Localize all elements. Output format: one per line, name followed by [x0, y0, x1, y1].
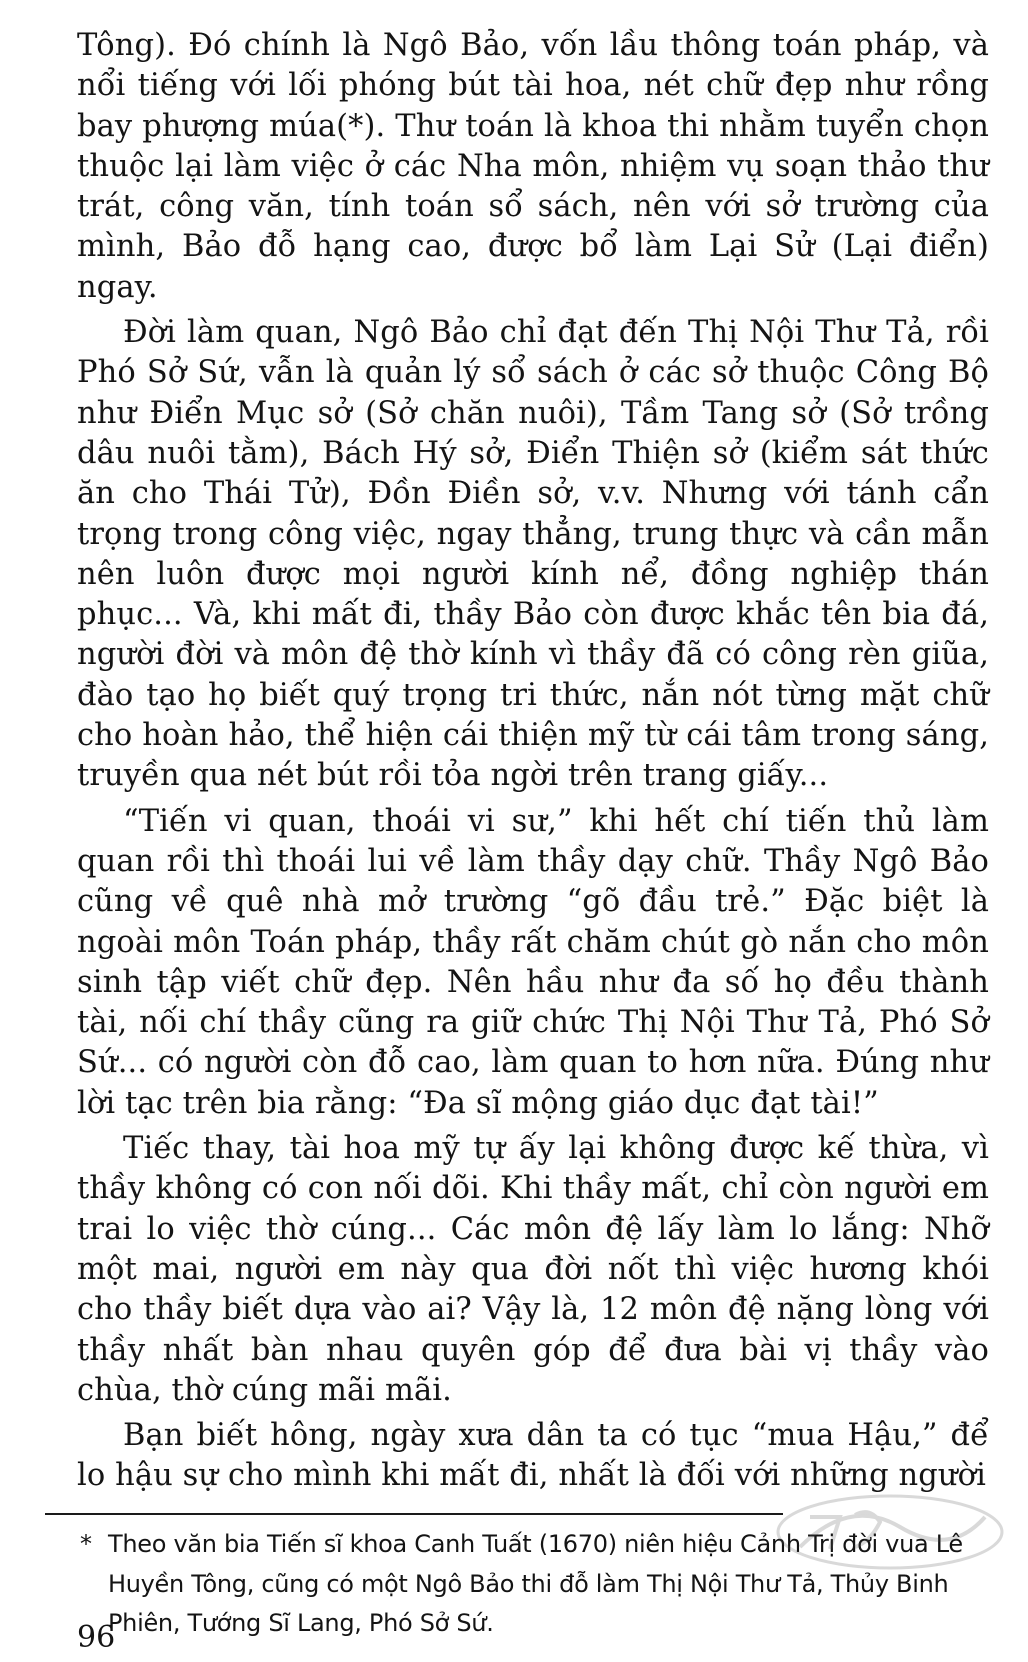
body-text [77, 26, 989, 1502]
paragraph-5: Bạn biết hông, ngày xưa dân ta có tục “mua Hậu,” để lo hậu sự cho mình khi mất đi, nhất là đối với những người [77, 1418, 989, 1494]
paragraph-3: “Tiến vi quan, thoái vi sư,” khi hết chí tiến thủ làm quan rồi thì thoái lui về làm thầy dạy chữ. Thầy Ngô Bảo cũng về quê nhà mở trường “gõ đầu trẻ.” Đặc biệt là ngoài môn Toán pháp, thầy rất chăm chút gò nắn cho môn sinh tập viết chữ đẹp. Nên hầu như đa số họ đều thành tài, nối chí thầy cũng ra giữ chức Thị Nội Thư Tả, Phó Sở Sứ... có người còn đỗ cao, làm quan to hơn nữa. Đúng như lời tạc trên bia rằng: “Đa sĩ mộng giáo dục đạt tài!” [77, 803, 989, 1121]
footnote-divider [45, 1513, 783, 1515]
page-number: 96 [77, 1620, 116, 1655]
paragraph-4: Tiếc thay, tài hoa mỹ tự ấy lại không được kế thừa, vì thầy không có con nối dõi. Khi thầy mất, chỉ còn người em trai lo việc thờ cúng... Các môn đệ lấy làm lo lắng: Nhỡ một mai, người em này qua đời nốt thì việc hương khói cho thầy biết dựa vào ai? Vậy là, 12 môn đệ nặng lòng với thầy nhất bàn nhau quyên góp để đưa bài vị thầy vào chùa, thờ cúng mãi mãi. [77, 1131, 989, 1408]
paragraph-2: Đời làm quan, Ngô Bảo chỉ đạt đến Thị Nội Thư Tả, rồi Phó Sở Sứ, vẫn là quản lý sổ sách ở các sở thuộc Công Bộ như Điển Mục sở (Sở chăn nuôi), Tầm Tang sở (Sở trồng dâu nuôi tằm), Bách Hý sở, Điển Thiện sở (kiểm sát thức ăn cho Thái Tử), Đồn Điền sở, v.v. Nhưng với tánh cẩn trọng trong công việc, ngay thẳng, trung thực và cần mẫn nên luôn được mọi người kính nể, đồng nghiệp thán phục... Và, khi mất đi, thầy Bảo còn được khắc tên bia đá, người đời và môn đệ thờ kính vì thầy đã có công rèn giũa, đào tạo họ biết quý trọng tri thức, nắn nót từng mặt chữ cho hoàn hảo, thể hiện cái thiện mỹ từ cái tâm trong sáng, truyền qua nét bút rồi tỏa ngời trên trang giấy... [77, 315, 989, 794]
footnote-mark: * [80, 1530, 92, 1558]
watermark-logo [770, 1487, 1010, 1577]
paragraph-1: Tông). Đó chính là Ngô Bảo, vốn lầu thông toán pháp, và nổi tiếng với lối phóng bút tài hoa, nét chữ đẹp như rồng bay phượng múa(*). Thư toán là khoa thi nhằm tuyển chọn thuộc lại làm việc ở các Nha môn, nhiệm vụ soạn thảo thư trát, công văn, tính toán sổ sách, nên với sở trường của mình, Bảo đỗ hạng cao, được bổ làm Lại Sử (Lại điển) ngay. [77, 28, 989, 305]
footnote-text: Theo văn bia Tiến sĩ khoa Canh Tuất (1670) niên hiệu Cảnh Trị đời vua Lê Huyền Tông, cũng có một Ngô Bảo thi đỗ làm Thị Nội Thư Tả, Thủy Binh Phiên, Tướng Sĩ Lang, Phó Sở Sứ. [108, 1530, 963, 1637]
